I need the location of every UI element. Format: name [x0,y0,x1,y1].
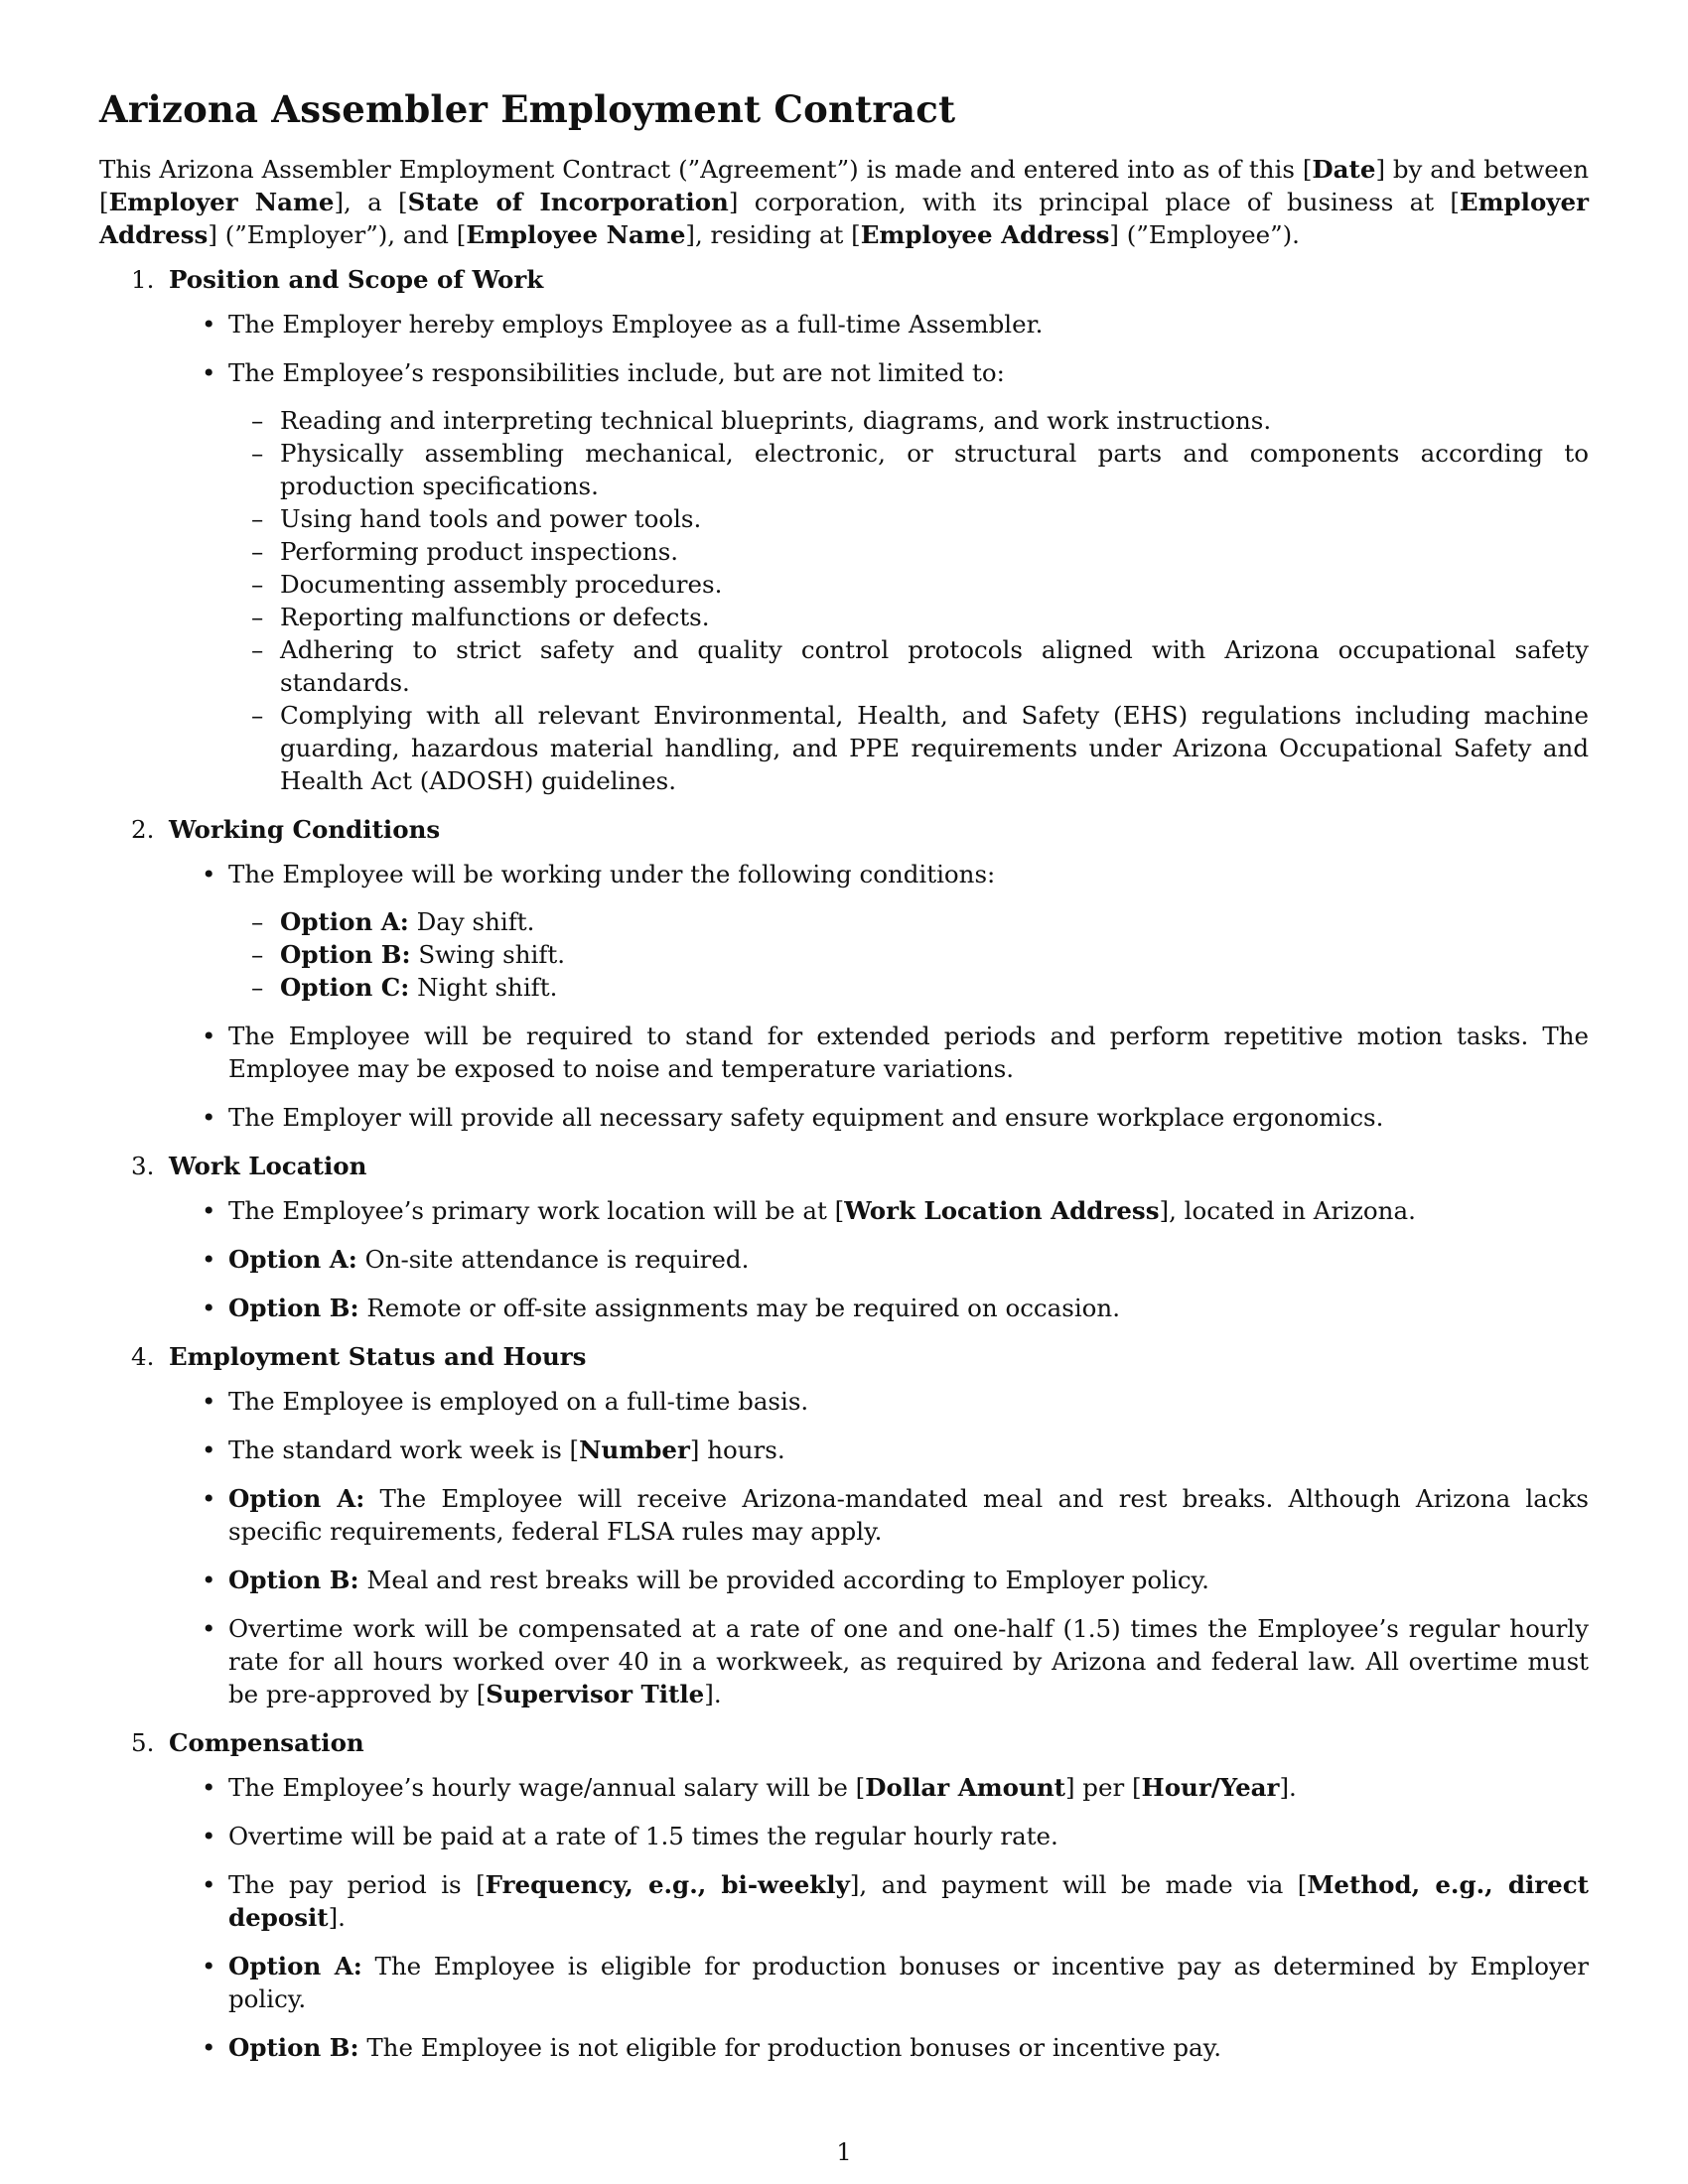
intro-text: ], residing at [ [685,220,861,249]
intro-text: ], a [ [334,188,408,216]
bullet-text: The Employee’s responsibilities include, but are not limited to: [228,358,1005,387]
section-employment-status [99,1340,1589,1710]
bullet-list [169,1385,1589,1710]
bullet-item [169,1482,1589,1548]
bullet-text: ]. [1279,1773,1297,1802]
date-field: Date [1312,155,1376,184]
work-location-field: Work Location Address [844,1196,1160,1225]
option-text: The Employee will receive Arizona-mandated meal and rest breaks. Although Arizona lacks specific requirements, federal FLSA rules may apply. [228,1484,1589,1546]
option-text: Night shift. [409,973,558,1002]
option-text: The Employee is not eligible for production bonuses or incentive pay. [358,2033,1222,2062]
dash-item: – Using hand tools and power tools. [228,502,1589,535]
option-text: On-site attendance is required. [356,1245,750,1274]
bullet-item [169,1433,1589,1466]
bullet-item [169,1612,1589,1710]
intro-text: ] (”Employee”). [1109,220,1300,249]
employee-name-field: Employee Name [466,220,686,249]
option-label: Option B: [228,2033,359,2062]
section-number: 3. [131,1152,155,1180]
bullet-item: • The Employee is employed on a full-time basis. [169,1385,1589,1418]
bullet-item [169,1194,1589,1227]
bullet-text: The pay period is [ [228,1870,486,1899]
bullet-item: • The Employer hereby employs Employee as a full-time Assembler. [169,308,1589,341]
dash-item [228,938,1589,971]
dash-item [228,971,1589,1004]
hours-field: Number [579,1435,690,1464]
pay-frequency-field: Frequency, e.g., bi-weekly [485,1870,850,1899]
bullet-list [169,1194,1589,1324]
intro-text: ] corporation, with its principal place of business at [ [728,188,1460,216]
bullet-item [169,1771,1589,1804]
section-list [99,263,1589,2064]
dash-item: – Reading and interpreting technical blueprints, diagrams, and work instructions. [228,404,1589,437]
option-text: Day shift. [408,907,535,936]
bullet-list [169,858,1589,1134]
employer-name-field: Employer Name [108,188,335,216]
bullet-item: • The Employer will provide all necessary safety equipment and ensure workplace ergonomics. [169,1101,1589,1134]
option-label: Option B: [228,1294,359,1322]
bullet-item: • Overtime will be paid at a rate of 1.5 times the regular hourly rate. [169,1820,1589,1852]
bullet-list [169,1771,1589,2064]
dash-item: – Complying with all relevant Environmental, Health, and Safety (EHS) regulations including machine guarding, hazardous material handling, and PPE requirements under Arizona Occupational Safety and Health Act (ADOSH) guidelines. [228,699,1589,797]
intro-paragraph [99,153,1589,251]
bullet-text: Overtime work will be compensated at a rate of one and one-half (1.5) times the Employee’s regular hourly rate for all hours worked over 40 in a workweek, as required by Arizona and federal law. All overtime must be pre-approved by [ [228,1614,1589,1708]
option-label: Option A: [228,1952,362,1980]
shift-options-list [228,905,1589,1004]
dash-item [228,905,1589,938]
dash-item: – Adhering to strict safety and quality control protocols aligned with Arizona occupational safety standards. [228,633,1589,699]
bullet-text: The Employee’s hourly wage/annual salary will be [ [228,1773,866,1802]
section-work-location [99,1150,1589,1324]
section-number: 1. [131,265,155,294]
option-text: Swing shift. [410,940,566,969]
section-title: Position and Scope of Work [169,265,544,294]
payment-method-field: Method, e.g., direct deposit [228,1870,1589,1932]
bullet-text: The standard work week is [ [228,1435,580,1464]
section-heading [131,1340,1589,1373]
section-title: Working Conditions [169,815,441,844]
bullet-text: The Employee will be working under the following conditions: [228,860,996,888]
bullet-item [169,858,1589,1004]
bullet-text: ] per [ [1064,1773,1142,1802]
bullet-item [169,1564,1589,1596]
bullet-list [169,308,1589,797]
bullet-item [169,1243,1589,1276]
option-text: The Employee is eligible for production bonuses or incentive pay as determined by Employer policy. [228,1952,1589,2013]
employee-address-field: Employee Address [860,220,1110,249]
document-page [99,87,1589,2080]
option-label: Option A: [280,907,409,936]
intro-text: ] (”Employer”), and [ [208,220,467,249]
section-position-scope [99,263,1589,797]
section-heading [131,1726,1589,1759]
section-number: 2. [131,815,155,844]
bullet-item: • The Employee will be required to stand for extended periods and perform repetitive motion tasks. The Employee may be exposed to noise and temperature variations. [169,1020,1589,1085]
section-title: Employment Status and Hours [169,1342,587,1371]
bullet-text: ], located in Arizona. [1159,1196,1416,1225]
dollar-amount-field: Dollar Amount [865,1773,1065,1802]
section-number: 5. [131,1728,155,1757]
option-label: Option A: [228,1245,357,1274]
hour-year-field: Hour/Year [1141,1773,1280,1802]
bullet-item [169,2031,1589,2064]
option-label: Option B: [228,1566,359,1594]
bullet-item [169,1292,1589,1324]
section-title: Compensation [169,1728,364,1757]
bullet-text: ], and payment will be made via [ [849,1870,1308,1899]
section-heading [131,1150,1589,1182]
page-number: 1 [836,2138,852,2166]
dash-item: – Documenting assembly procedures. [228,568,1589,601]
section-working-conditions [99,813,1589,1134]
bullet-item [169,356,1589,797]
section-compensation [99,1726,1589,2064]
option-label: Option A: [228,1484,365,1513]
dash-item: – Reporting malfunctions or defects. [228,601,1589,633]
bullet-text: ]. [328,1903,346,1932]
intro-text: This Arizona Assembler Employment Contract (”Agreement”) is made and entered into as of this [ [99,155,1313,184]
bullet-item [169,1868,1589,1934]
responsibility-list [228,404,1589,797]
option-text: Remote or off-site assignments may be required on occasion. [358,1294,1120,1322]
option-label: Option B: [280,940,411,969]
intro-text: ] by and between [ [99,155,1589,216]
supervisor-field: Supervisor Title [486,1680,705,1708]
employer-address-field: Employer Address [99,188,1590,249]
option-text: Meal and rest breaks will be provided according to Employer policy. [358,1566,1209,1594]
section-number: 4. [131,1342,155,1371]
section-title: Work Location [169,1152,367,1180]
bullet-text: ]. [704,1680,722,1708]
bullet-text: ] hours. [689,1435,785,1464]
dash-item: – Performing product inspections. [228,535,1589,568]
bullet-item [169,1950,1589,2015]
section-heading [131,813,1589,846]
option-label: Option C: [280,973,410,1002]
state-field: State of Incorporation [407,188,729,216]
section-heading [131,263,1589,296]
dash-item: – Physically assembling mechanical, electronic, or structural parts and components according to production specifications. [228,437,1589,502]
document-title: Arizona Assembler Employment Contract [99,87,956,131]
bullet-text: The Employee’s primary work location will be at [ [228,1196,845,1225]
